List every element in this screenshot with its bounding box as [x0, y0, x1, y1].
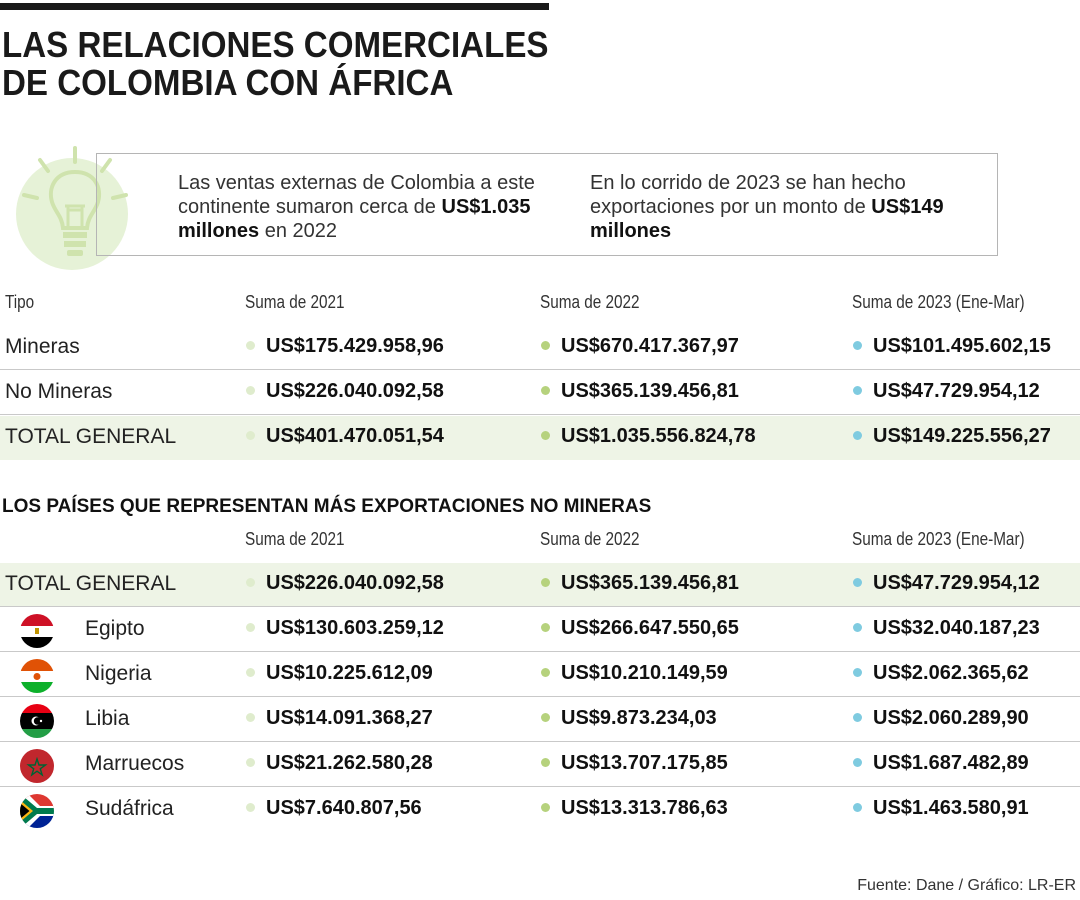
header-2021: Suma de 2021	[245, 292, 345, 312]
row-divider	[0, 369, 1080, 370]
table-row	[0, 788, 1080, 832]
table-row	[0, 743, 1080, 787]
row-label: TOTAL GENERAL	[5, 572, 177, 595]
table-row-total	[0, 563, 1080, 607]
value-2023: US$47.729.954,12	[853, 572, 1040, 595]
row-label: Marruecos	[85, 752, 185, 775]
dot-2022	[541, 803, 550, 812]
value-2022: US$365.139.456,81	[541, 572, 739, 595]
value-2022: US$266.647.550,65	[541, 617, 739, 640]
value-2023: US$101.495.602,15	[853, 335, 1051, 358]
value-2022: US$10.210.149,59	[541, 662, 728, 685]
south-africa-flag-icon	[20, 794, 54, 828]
dot-2022	[541, 758, 550, 767]
row-divider	[0, 786, 1080, 787]
value-2021: US$226.040.092,58	[246, 380, 444, 403]
page-title: LAS RELACIONES COMERCIALES DE COLOMBIA CON ÁFRICA	[2, 24, 549, 103]
header-2023: Suma de 2023 (Ene-Mar)	[852, 292, 1025, 312]
info-text-2023: En lo corrido de 2023 se han hecho exportaciones por un monto de US$149 millones	[590, 172, 944, 242]
dot-2023	[853, 431, 862, 440]
egypt-flag-icon	[20, 614, 54, 648]
value-2023: US$2.062.365,62	[853, 662, 1029, 685]
row-label: Libia	[85, 707, 130, 730]
value-2022: US$365.139.456,81	[541, 380, 739, 403]
value-2021: US$130.603.259,12	[246, 617, 444, 640]
value-2022: US$670.417.367,97	[541, 335, 739, 358]
dot-2023	[853, 803, 862, 812]
row-divider	[0, 741, 1080, 742]
value-2021: US$226.040.092,58	[246, 572, 444, 595]
table-row	[0, 653, 1080, 697]
value-2022: US$13.313.786,63	[541, 797, 728, 820]
row-divider	[0, 651, 1080, 652]
value-2023: US$1.687.482,89	[853, 752, 1029, 775]
morocco-flag-icon	[20, 749, 54, 783]
header-2023: Suma de 2023 (Ene-Mar)	[852, 529, 1025, 549]
table-row-total	[0, 416, 1080, 460]
header-2022: Suma de 2022	[540, 529, 640, 549]
table-row	[0, 371, 1080, 415]
dot-2021	[246, 713, 255, 722]
value-2023: US$1.463.580,91	[853, 797, 1029, 820]
table-row	[0, 326, 1080, 370]
row-label: Sudáfrica	[85, 797, 174, 820]
dot-2023	[853, 713, 862, 722]
dot-2023	[853, 623, 862, 632]
value-2023: US$2.060.289,90	[853, 707, 1029, 730]
dot-2022	[541, 713, 550, 722]
value-2021: US$175.429.958,96	[246, 335, 444, 358]
dot-2022	[541, 341, 550, 350]
row-label: Egipto	[85, 617, 145, 640]
table-row	[0, 608, 1080, 652]
value-2021: US$7.640.807,56	[246, 797, 422, 820]
table-row	[0, 698, 1080, 742]
dot-2022	[541, 578, 550, 587]
dot-2022	[541, 431, 550, 440]
info-text-2022: Las ventas externas de Colombia a este continente sumaron cerca de US$1.035 millones en 2022	[178, 172, 535, 242]
value-2021: US$401.470.051,54	[246, 425, 444, 448]
dot-2021	[246, 758, 255, 767]
dot-2021	[246, 386, 255, 395]
dot-2022	[541, 668, 550, 677]
dot-2023	[853, 758, 862, 767]
dot-2022	[541, 623, 550, 632]
value-2022: US$13.707.175,85	[541, 752, 728, 775]
value-2023: US$47.729.954,12	[853, 380, 1040, 403]
value-2021: US$21.262.580,28	[246, 752, 433, 775]
dot-2023	[853, 668, 862, 677]
section-title: LOS PAÍSES QUE REPRESENTAN MÁS EXPORTACIONES NO MINERAS	[2, 496, 652, 517]
value-2021: US$10.225.612,09	[246, 662, 433, 685]
header-tipo: Tipo	[5, 292, 35, 312]
row-label: Nigeria	[85, 662, 152, 685]
niger-flag-icon	[20, 659, 54, 693]
value-2023: US$149.225.556,27	[853, 425, 1051, 448]
row-divider	[0, 414, 1080, 415]
row-label: Mineras	[5, 335, 80, 358]
row-label: No Mineras	[5, 380, 113, 403]
dot-2022	[541, 386, 550, 395]
dot-2021	[246, 578, 255, 587]
dot-2021	[246, 341, 255, 350]
source-credit: Fuente: Dane / Gráfico: LR-ER	[857, 877, 1076, 894]
header-2021: Suma de 2021	[245, 529, 345, 549]
dot-2021	[246, 803, 255, 812]
top-bar	[0, 3, 549, 10]
dot-2021	[246, 668, 255, 677]
libya-flag-icon	[20, 704, 54, 738]
value-2022: US$9.873.234,03	[541, 707, 717, 730]
dot-2021	[246, 431, 255, 440]
row-divider	[0, 696, 1080, 697]
header-2022: Suma de 2022	[540, 292, 640, 312]
value-2021: US$14.091.368,27	[246, 707, 433, 730]
row-divider	[0, 606, 1080, 607]
dot-2023	[853, 578, 862, 587]
value-2022: US$1.035.556.824,78	[541, 425, 756, 448]
row-label: TOTAL GENERAL	[5, 425, 177, 448]
dot-2021	[246, 623, 255, 632]
dot-2023	[853, 386, 862, 395]
dot-2023	[853, 341, 862, 350]
value-2023: US$32.040.187,23	[853, 617, 1040, 640]
